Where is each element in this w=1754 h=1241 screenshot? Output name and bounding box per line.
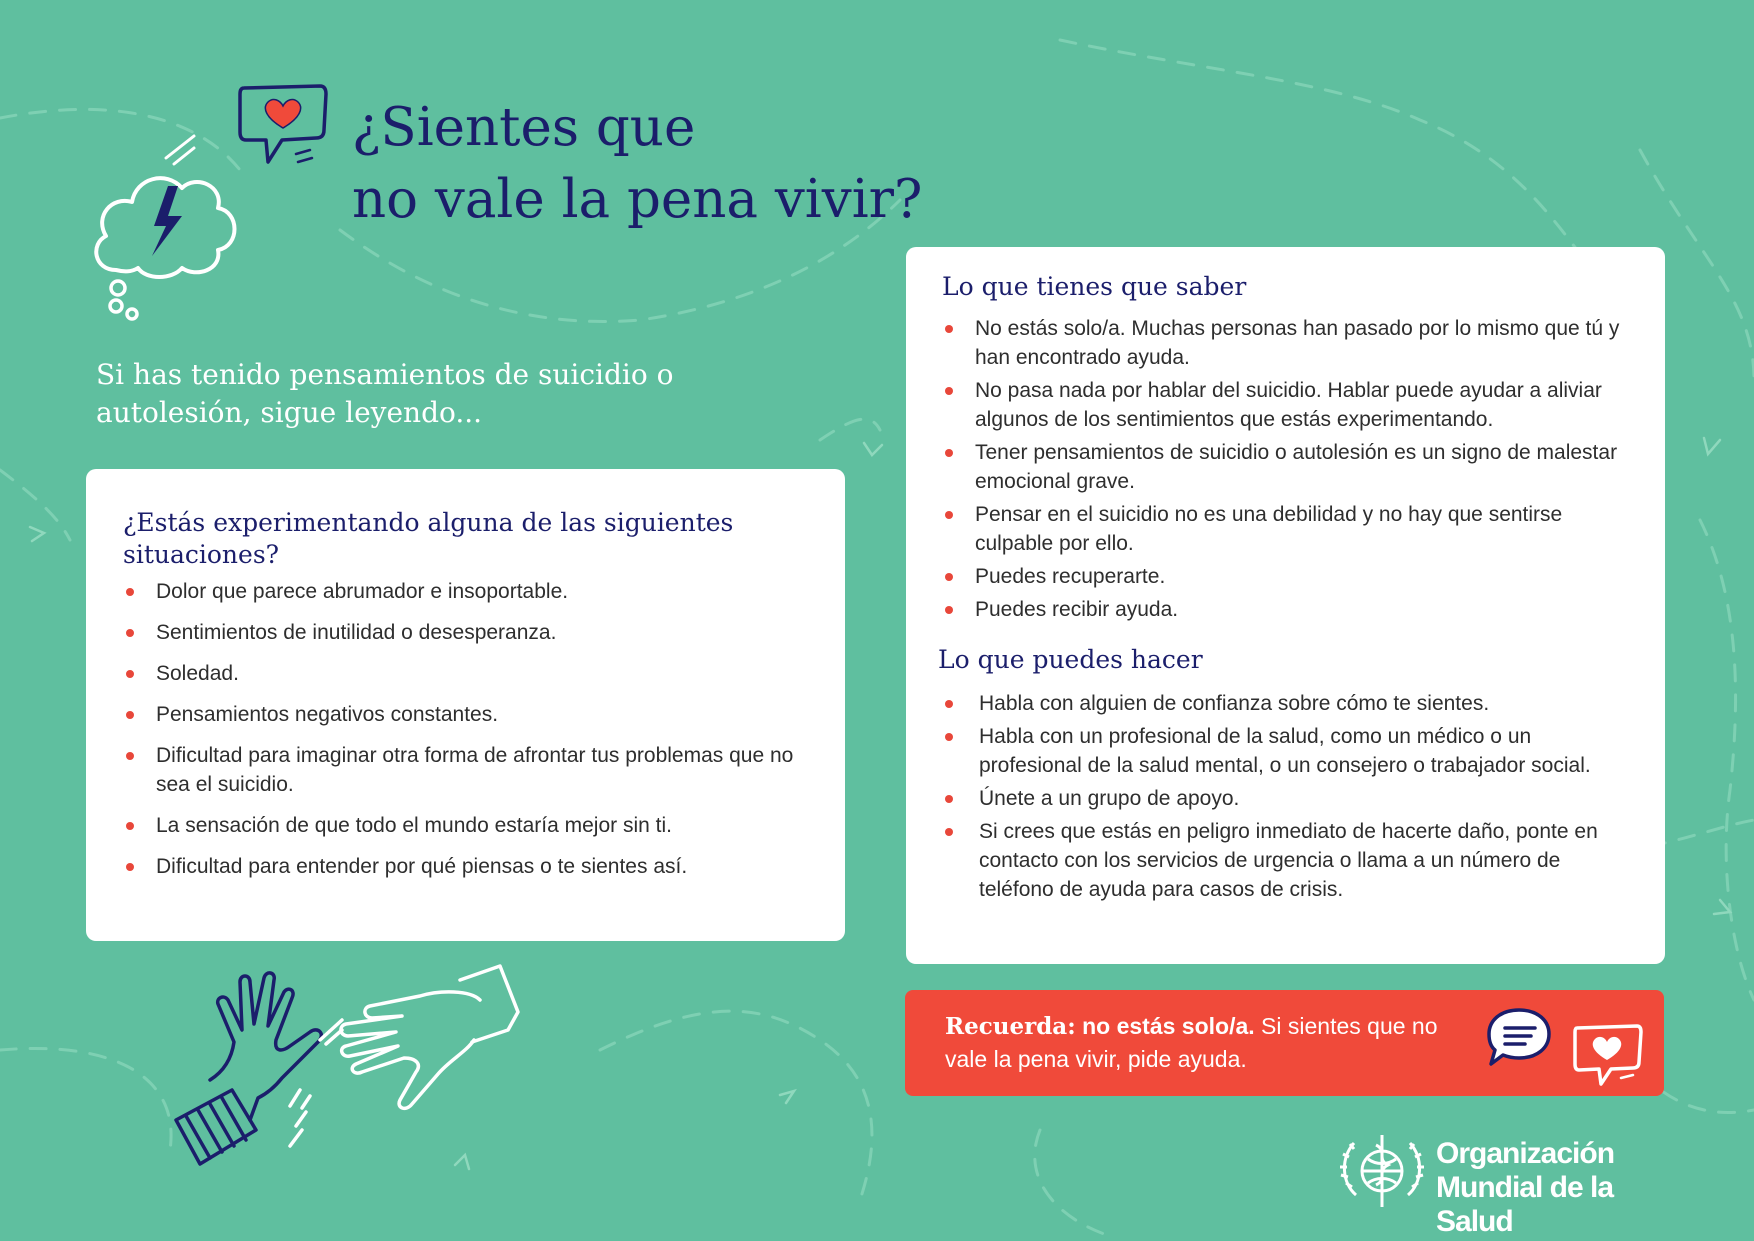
- what-you-can-do-heading: Lo que puedes hacer: [938, 645, 1203, 674]
- list-item: Si crees que estás en peligro inmediato de hacerte daño, ponte en contacto con los servicios de urgencia o llama a un número de teléfono de ayuda para casos de crisis.: [942, 817, 1635, 904]
- list-item: Puedes recuperarte.: [942, 562, 1635, 591]
- remember-bold: no estás solo/a.: [1082, 1013, 1255, 1039]
- remember-banner: [905, 990, 1664, 1096]
- heart-speech-bubble-icon: [236, 82, 332, 174]
- list-item: Dificultad para entender por qué piensas o te sientes así.: [123, 852, 809, 881]
- list-item: Puedes recibir ayuda.: [942, 595, 1635, 624]
- title-line-1: ¿Sientes que: [352, 97, 696, 158]
- list-item: Tener pensamientos de suicidio o autolesión es un signo de malestar emocional grave.: [942, 438, 1635, 496]
- heart-speech-bubble-icon: [1571, 1022, 1645, 1088]
- what-to-know-heading: Lo que tienes que saber: [942, 272, 1247, 301]
- list-item: Únete a un grupo de apoyo.: [942, 784, 1635, 813]
- remember-rest: Si sientes que no vale la pena vivir, pide ayuda.: [945, 1013, 1438, 1072]
- warning-signs-list: [123, 577, 809, 881]
- remember-text: [945, 1010, 1485, 1075]
- who-logo-line-2: Mundial de la Salud: [1436, 1171, 1614, 1238]
- list-item: Sentimientos de inutilidad o desesperanza.: [123, 618, 809, 647]
- list-item: No estás solo/a. Muchas personas han pasado por lo mismo que tú y han encontrado ayuda.: [942, 314, 1635, 372]
- list-item: Soledad.: [123, 659, 809, 688]
- speech-bubble-icon: [1483, 1004, 1555, 1070]
- list-item: No pasa nada por hablar del suicidio. Hablar puede ayudar a aliviar algunos de los sentimientos que estás experimentando.: [942, 376, 1635, 434]
- list-item: La sensación de que todo el mundo estaría mejor sin ti.: [123, 811, 809, 840]
- who-logo-line-1: Organización: [1436, 1137, 1615, 1170]
- who-logo-text: [1436, 1137, 1694, 1239]
- title-line-2: no vale la pena vivir?: [352, 169, 923, 230]
- list-item: Habla con un profesional de la salud, como un médico o un profesional de la salud mental, o un consejero o trabajador social.: [942, 722, 1635, 780]
- remember-lead: Recuerda:: [945, 1013, 1076, 1040]
- what-to-know-list: [942, 314, 1635, 624]
- list-item: Dolor que parece abrumador e insoportable.: [123, 577, 809, 606]
- reaching-hands-illustration: [170, 960, 530, 1180]
- list-item: Pensar en el suicidio no es una debilidad y no hay que sentirse culpable por ello.: [942, 500, 1635, 558]
- thought-cloud-lightning-icon: [86, 130, 246, 330]
- information-card: [906, 247, 1665, 964]
- warning-signs-card: [86, 469, 845, 941]
- intro-text: Si has tenido pensamientos de suicidio o autolesión, sigue leyendo...: [96, 358, 674, 429]
- list-item: Dificultad para imaginar otra forma de afrontar tus problemas que no sea el suicidio.: [123, 741, 809, 799]
- list-item: Pensamientos negativos constantes.: [123, 700, 809, 729]
- page-title: [352, 92, 922, 236]
- who-logo: [1334, 1131, 1694, 1238]
- list-item: Habla con alguien de confianza sobre cómo te sientes.: [942, 689, 1635, 718]
- warning-signs-heading: ¿Estás experimentando alguna de las siguientes situaciones?: [123, 508, 734, 569]
- what-you-can-do-list: [942, 689, 1635, 904]
- who-emblem-icon: [1334, 1131, 1430, 1211]
